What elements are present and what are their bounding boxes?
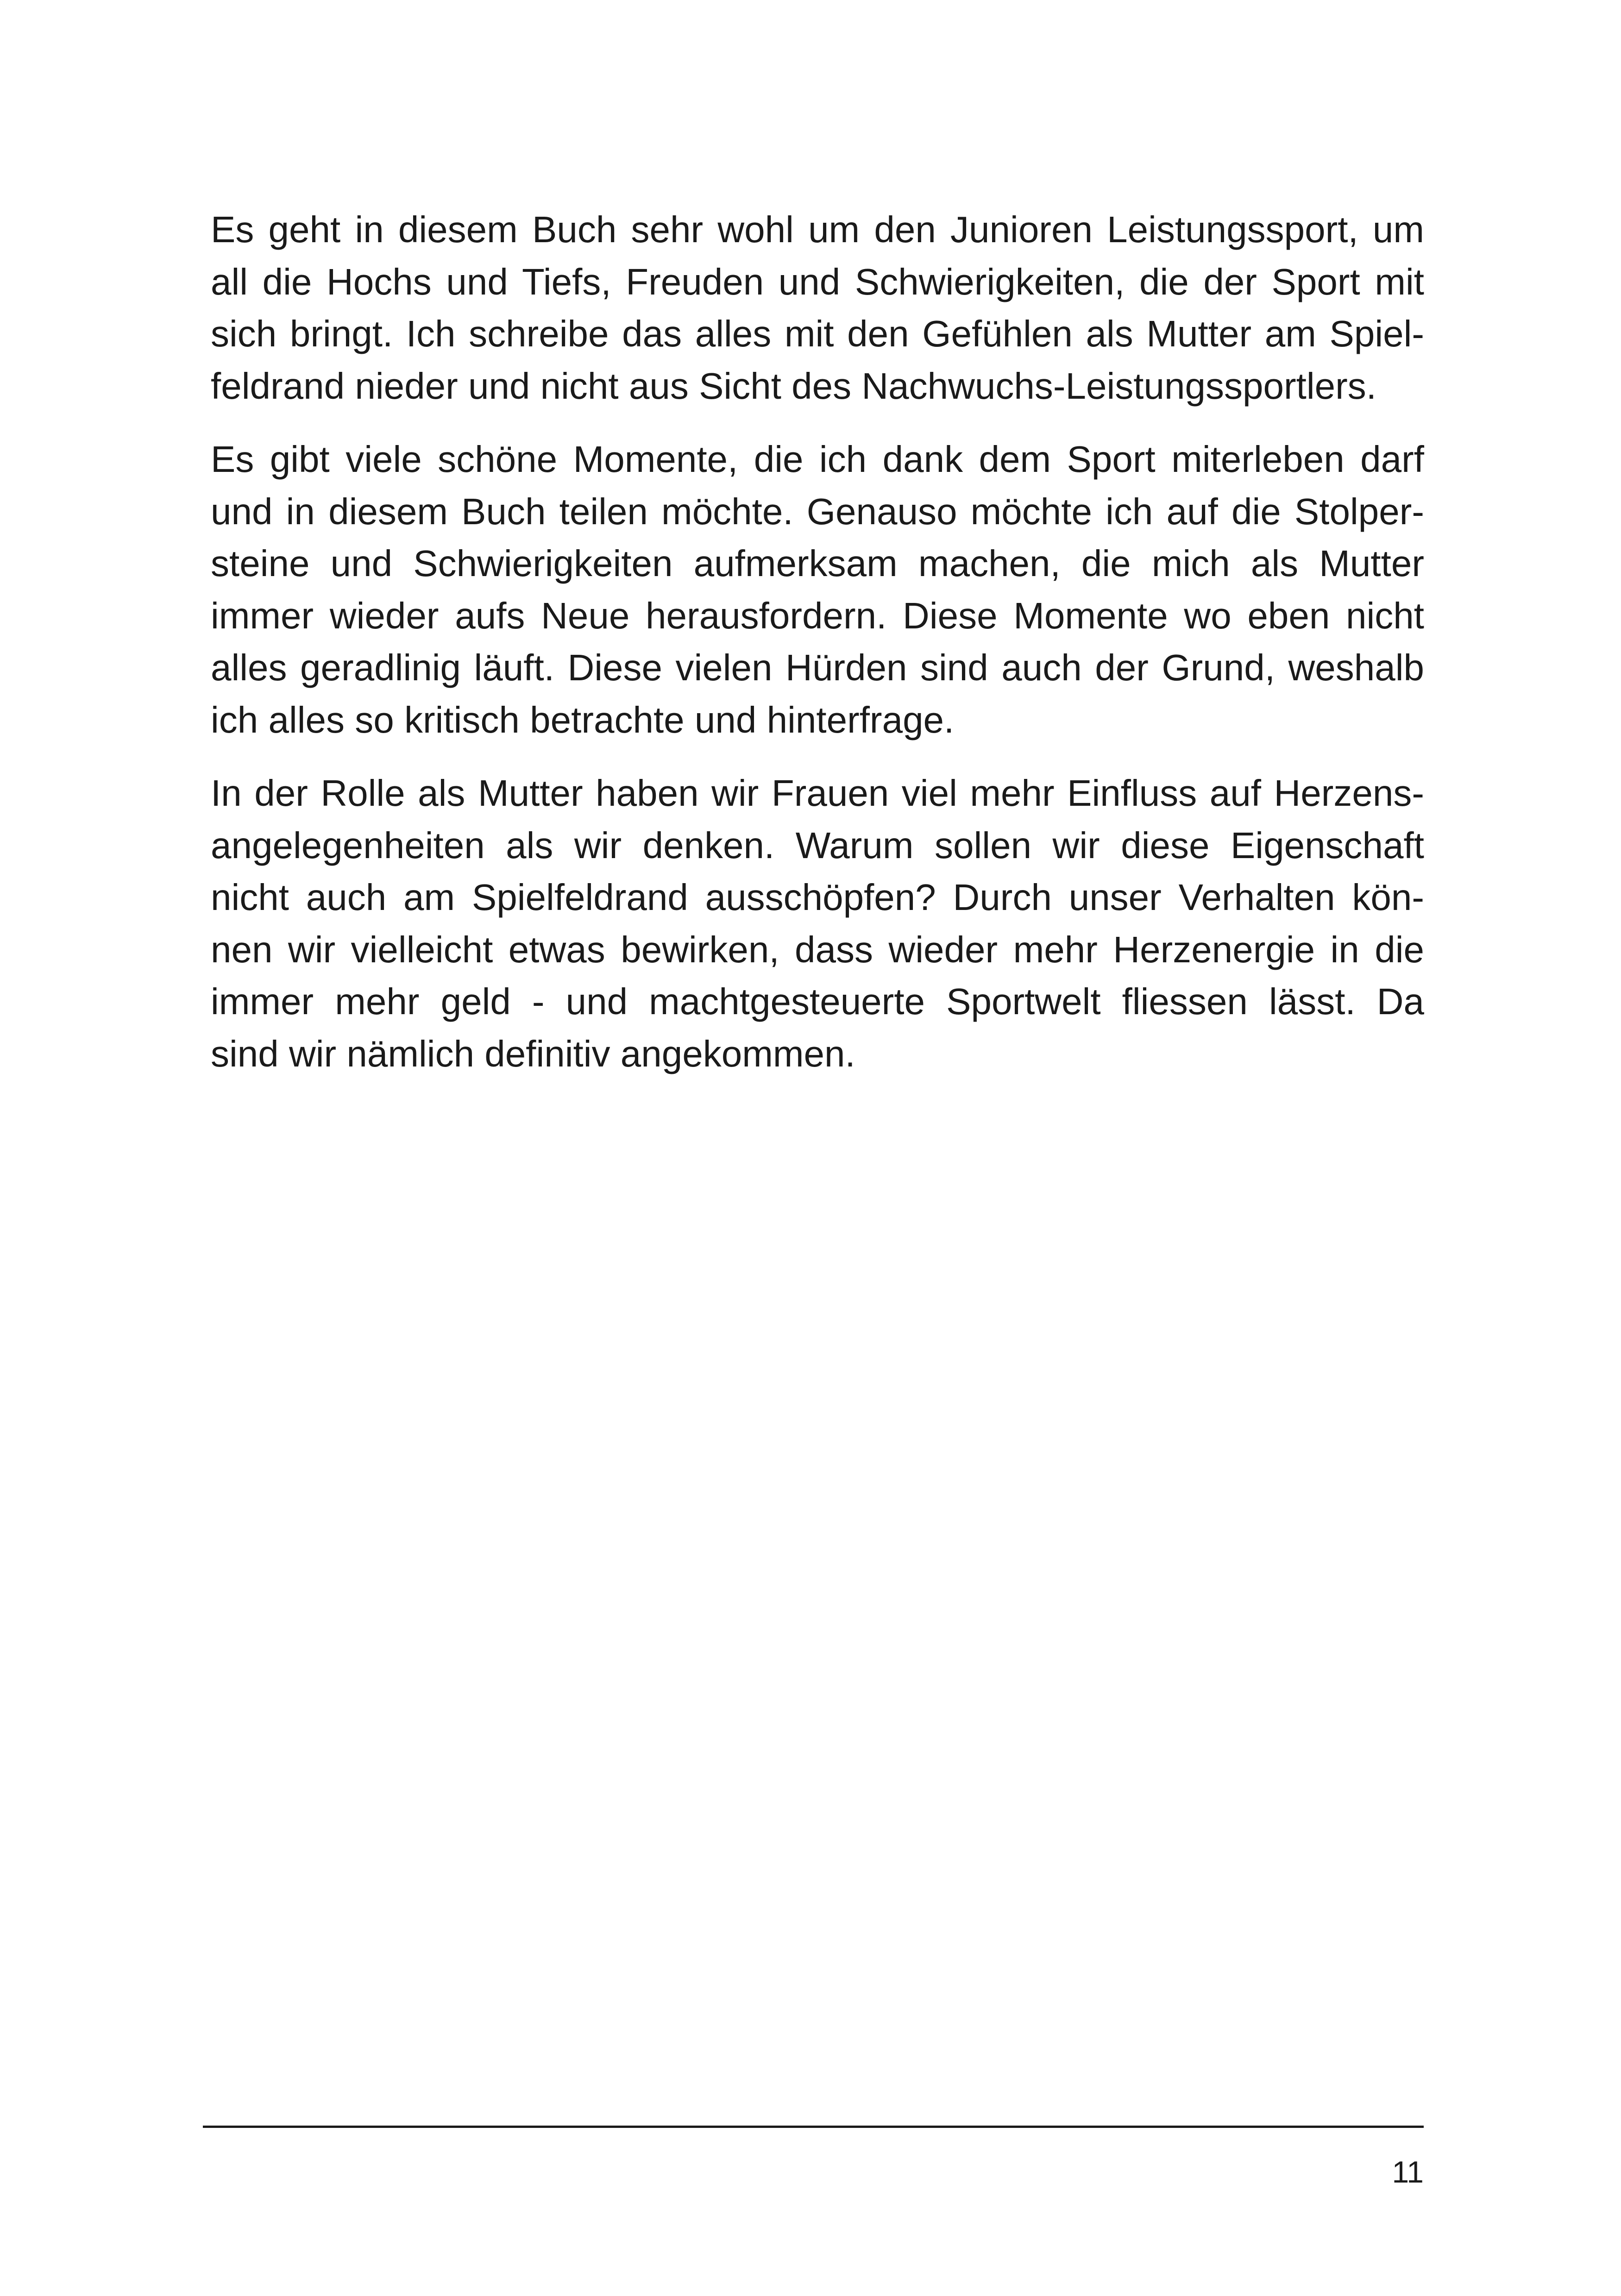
text-line: angelegenheiten als wir denken. Warum sollen wir diese Eigenschaft <box>211 824 1424 866</box>
text-line: steine und Schwierigkeiten aufmerksam machen, die mich als Mutter <box>211 543 1424 584</box>
paragraph-2 <box>211 433 1424 746</box>
text-line: nen wir vielleicht etwas bewirken, dass wieder mehr Herzenergie in die <box>211 928 1424 970</box>
text-line: immer mehr geld - und machtgesteuerte Sportwelt fliessen lässt. Da <box>211 981 1424 1022</box>
body-text <box>211 204 1424 1101</box>
text-line: sind wir nämlich definitiv angekommen. <box>211 1033 855 1074</box>
text-line: feldrand nieder und nicht aus Sicht des Nachwuchs-Leistungssportlers. <box>211 365 1376 407</box>
paragraph-1 <box>211 204 1424 412</box>
text-line: nicht auch am Spielfeldrand ausschöpfen? Durch unser Verhalten kön- <box>211 877 1424 918</box>
text-line: alles geradlinig läuft. Diese vielen Hürden sind auch der Grund, weshalb <box>211 647 1424 688</box>
text-line: all die Hochs und Tiefs, Freuden und Schwierigkeiten, die der Sport mit <box>211 261 1424 302</box>
footer-divider <box>203 2126 1424 2128</box>
text-line: und in diesem Buch teilen möchte. Genauso möchte ich auf die Stolper- <box>211 490 1424 532</box>
text-line: immer wieder aufs Neue herausfordern. Diese Momente wo eben nicht <box>211 595 1424 636</box>
text-line: In der Rolle als Mutter haben wir Frauen viel mehr Einfluss auf Herzens- <box>211 772 1424 814</box>
page-number: 11 <box>1392 2155 1424 2189</box>
text-line: ich alles so kritisch betrachte und hinterfrage. <box>211 699 955 740</box>
text-line: Es gibt viele schöne Momente, die ich dank dem Sport miterleben darf <box>211 439 1424 480</box>
text-line: sich bringt. Ich schreibe das alles mit den Gefühlen als Mutter am Spiel- <box>211 313 1424 354</box>
paragraph-3 <box>211 767 1424 1080</box>
text-line: Es geht in diesem Buch sehr wohl um den Junioren Leistungssport, um <box>211 209 1424 250</box>
